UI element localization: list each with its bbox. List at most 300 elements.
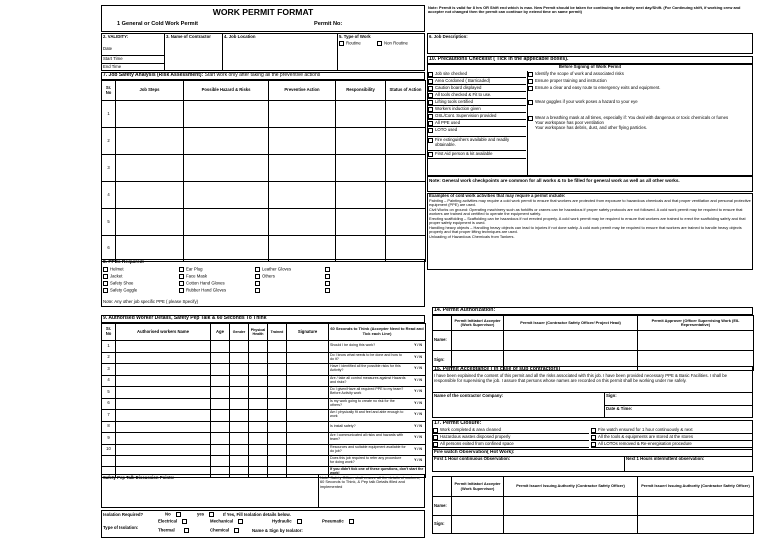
table-row bbox=[102, 433, 426, 445]
precaution-item[interactable] bbox=[428, 71, 526, 78]
yes-no-label: Y / N bbox=[414, 389, 422, 393]
worker-cell[interactable] bbox=[249, 364, 268, 376]
precaution-item[interactable] bbox=[528, 71, 752, 78]
closure-checkbox[interactable] bbox=[433, 435, 438, 440]
examples-text: Painting – Painting activities may require a cold work permit to ensure that workers are protected from exposure to hazardous chemicals and that proper ventilation and personal protective equipment (PPE) are used. Civil Works on ground: Operating machinery such as forklifts or cranes can be hazardous if proper safety protocols are not followed. A cold work permit may be required to ensure that workers are trained and certified to operate the equipment safely. Erecting scaffolding – Scaffolding can be hazardous if not erected properly. A cold work permit may be required to ensure that workers are trained to erect the scaffolding safely and that proper safety equipment is used. Handling heavy objects – Handling heavy objects can lead to injuries if not done safely. A cold work permit may be required to ensure that workers are trained to handle heavy objects properly and that proper lifting techniques are used. Unloading of Hazardous Chemicals from Tankers. bbox=[429, 198, 751, 239]
ppe-checkbox[interactable] bbox=[179, 281, 184, 286]
worker-row-number: 7 bbox=[102, 410, 116, 422]
closure-col-accepter: Permit Initiator/ Accepter (Work Supervisor) bbox=[452, 477, 504, 497]
worker-cell[interactable] bbox=[230, 433, 249, 445]
ppe-checkbox[interactable] bbox=[103, 274, 108, 279]
worker-cell[interactable] bbox=[116, 398, 211, 410]
ppe-checkbox[interactable] bbox=[325, 267, 330, 272]
ppe-item[interactable] bbox=[103, 288, 137, 294]
jsa-row-number: 4 bbox=[102, 182, 116, 209]
worker-cell[interactable] bbox=[230, 410, 249, 422]
worker-cell[interactable] bbox=[249, 456, 268, 467]
non-routine-label: Non Routine bbox=[384, 40, 408, 46]
ppe-checkbox[interactable] bbox=[325, 288, 330, 293]
worker-cell[interactable] bbox=[116, 444, 211, 456]
worker-row-number: 9 bbox=[102, 433, 116, 445]
yes-no-label: Y / N bbox=[414, 343, 422, 347]
isolation-mechanical-checkbox[interactable] bbox=[238, 519, 243, 524]
closure-sign-label: Sign: bbox=[433, 516, 452, 534]
precaution-checkbox[interactable] bbox=[428, 114, 433, 119]
worker-cell[interactable] bbox=[268, 375, 287, 387]
sixty-sec-question[interactable] bbox=[329, 364, 426, 376]
table-row bbox=[102, 352, 426, 364]
precaution-label: LOTO used bbox=[435, 127, 458, 132]
worker-cell[interactable] bbox=[268, 387, 287, 399]
isolation-thermal[interactable] bbox=[158, 528, 191, 534]
precaution-checkbox[interactable] bbox=[428, 152, 433, 157]
worker-cell[interactable] bbox=[116, 387, 211, 399]
ppe-item[interactable] bbox=[325, 288, 332, 294]
isolation-no-checkbox[interactable] bbox=[176, 512, 181, 517]
routine-option[interactable] bbox=[339, 41, 361, 47]
table-row bbox=[102, 421, 426, 433]
question-text: Are / take all control measures against Hazards and risks? bbox=[330, 375, 406, 384]
peptalk-points-label: Safety Pep Talk Discussion Points: bbox=[103, 475, 175, 480]
worker-cell[interactable] bbox=[268, 352, 287, 364]
permit-type: 1 General or Cold Work Permit bbox=[117, 21, 199, 27]
precaution-label: Wear a breathing mask at all times, especially if: You deal with dangerous or toxic chemicals or fumes Your workspace has poor ventilation Your workspace has debris, dust, and other flying particles. bbox=[535, 115, 729, 130]
ppe-checkbox[interactable] bbox=[179, 267, 184, 272]
worker-cell[interactable] bbox=[211, 341, 230, 353]
closure-left-list bbox=[433, 427, 589, 448]
worker-cell[interactable] bbox=[116, 421, 211, 433]
precaution-label: Area Cordoned ( Barricaded) bbox=[435, 78, 491, 83]
auth-col-accepter: Permit Initiator/ Accepter (Work Supervisor) bbox=[452, 316, 504, 331]
worker-cell[interactable] bbox=[268, 421, 287, 433]
worker-cell[interactable] bbox=[116, 352, 211, 364]
isolation-hydraulic-checkbox[interactable] bbox=[297, 519, 302, 524]
precaution-checkbox[interactable] bbox=[528, 72, 533, 77]
first-hour-label: First 1 Hour continuous Observation: bbox=[434, 456, 511, 461]
yes-no-label: Y / N bbox=[414, 435, 422, 439]
worker-cell[interactable] bbox=[249, 410, 268, 422]
authorization-table bbox=[432, 315, 754, 371]
ppe-note: Note: Any other job specific PPE ( please Specify) bbox=[103, 299, 199, 304]
worker-cell[interactable] bbox=[211, 352, 230, 364]
closure-checkbox[interactable] bbox=[591, 442, 596, 447]
ppe-item[interactable] bbox=[325, 281, 332, 287]
isolation-chemical-label: Chemical bbox=[210, 527, 230, 533]
closure-checkbox[interactable] bbox=[433, 428, 438, 433]
isolation-yes-option[interactable] bbox=[197, 512, 216, 518]
worker-cell[interactable] bbox=[230, 421, 249, 433]
workers-title: 9. Authorised Worker Details, Safety Pep Talk & 60 Seconds To Think bbox=[103, 315, 267, 321]
precaution-label: Identify the scope of work and associated risks bbox=[535, 71, 624, 76]
worker-row-number: 3 bbox=[102, 364, 116, 376]
job-description-label: 6. Job Description: bbox=[429, 34, 468, 39]
worker-cell[interactable] bbox=[211, 410, 230, 422]
peptalk-note: Note: Safety Officer shall ensure all the details of workers, 60 Seconds to Think, & Pep talk Details filled and implemented bbox=[320, 475, 420, 489]
table-row bbox=[102, 410, 426, 422]
yes-no-label: Y / N bbox=[414, 366, 422, 370]
authorization-title: 14. Permit Authorization: bbox=[434, 307, 496, 313]
workers-header-trained: Trained bbox=[268, 324, 287, 341]
worker-cell[interactable] bbox=[230, 341, 249, 353]
isolation-no-option[interactable] bbox=[165, 512, 183, 518]
precaution-item[interactable] bbox=[528, 99, 752, 115]
worker-cell[interactable] bbox=[268, 433, 287, 445]
precaution-item[interactable] bbox=[428, 113, 526, 120]
sixty-sec-question[interactable] bbox=[329, 433, 426, 445]
precaution-item[interactable] bbox=[528, 78, 752, 85]
isolation-hydraulic[interactable] bbox=[272, 519, 304, 525]
worker-cell[interactable] bbox=[249, 341, 268, 353]
isolation-electrical[interactable] bbox=[158, 519, 189, 525]
worker-cell[interactable] bbox=[211, 398, 230, 410]
closure-item[interactable] bbox=[433, 441, 589, 448]
precaution-item[interactable] bbox=[428, 92, 526, 99]
worker-cell[interactable] bbox=[287, 433, 329, 445]
ppe-item[interactable] bbox=[103, 281, 133, 287]
precaution-checkbox[interactable] bbox=[428, 107, 433, 112]
ppe-label: Others bbox=[262, 273, 275, 279]
precaution-checkbox[interactable] bbox=[428, 79, 433, 84]
precaution-checkbox[interactable] bbox=[428, 93, 433, 98]
ppe-checkbox[interactable] bbox=[103, 267, 108, 272]
precautions-before-label: Before Signing of Work Permit bbox=[558, 64, 622, 69]
ppe-item[interactable] bbox=[255, 281, 262, 287]
precaution-checkbox[interactable] bbox=[428, 128, 433, 133]
worker-cell[interactable] bbox=[268, 398, 287, 410]
precaution-label: Ensure a clear and easy route to emergency exits and equipment. bbox=[535, 85, 661, 90]
yes-no-label: Y / N bbox=[414, 458, 422, 462]
precaution-label: Lifting tools certified bbox=[435, 99, 473, 104]
jsa-row-number: 3 bbox=[102, 155, 116, 182]
auth-col-approver: Permit Approver (Officer Supervising Work (EIL Representative) bbox=[638, 316, 754, 331]
precaution-label: First Aid person & kit available bbox=[435, 151, 493, 156]
precaution-label: Ensure proper training and instruction bbox=[535, 78, 607, 83]
worker-cell[interactable] bbox=[249, 352, 268, 364]
precaution-label: All tools checked & Fit to use. bbox=[435, 92, 492, 97]
isolation-name-sign: Name & Sign by Isolator: bbox=[252, 528, 303, 533]
closure-label: All LOTOs removed & Re-energisation procedure bbox=[598, 440, 692, 446]
ppe-item[interactable] bbox=[179, 288, 226, 294]
worker-cell[interactable] bbox=[287, 410, 329, 422]
sixty-sec-question[interactable] bbox=[329, 456, 426, 467]
question-text: Does this job required to refer any procedure for doing work? bbox=[330, 456, 402, 464]
worker-cell[interactable] bbox=[268, 456, 287, 467]
isolation-pneumatic-label: Pneumatic bbox=[322, 518, 344, 524]
worker-cell[interactable] bbox=[116, 433, 211, 445]
precaution-checkbox[interactable] bbox=[428, 86, 433, 91]
closure-right-list bbox=[591, 427, 752, 448]
precautions-right-list bbox=[528, 71, 752, 141]
question-text: Resources and suitable equipment available for do job? bbox=[330, 444, 406, 453]
worker-cell[interactable] bbox=[249, 421, 268, 433]
worker-cell[interactable] bbox=[268, 410, 287, 422]
worker-cell[interactable] bbox=[230, 364, 249, 376]
sixty-sec-question[interactable] bbox=[329, 352, 426, 364]
precaution-label: Wear goggles if your work poses a hazard to your eye bbox=[535, 99, 638, 104]
workers-header-sr: Sr. No bbox=[102, 324, 116, 341]
acceptance-title: 15. Permit Acceptance ( In case of sub contractors) bbox=[434, 366, 561, 372]
isolation-pneumatic-checkbox[interactable] bbox=[349, 519, 354, 524]
sixty-sec-question[interactable] bbox=[329, 375, 426, 387]
isolation-chemical[interactable] bbox=[210, 528, 241, 534]
closure-item[interactable] bbox=[433, 427, 589, 434]
closure-label: All the tools & equipments are stored at the stores bbox=[598, 433, 694, 439]
closure-col-authority: Permit Issuer/ Issuing Authority (Contractor Safety Officer) bbox=[638, 477, 754, 497]
closure-label: Hazardous wastes disposed properly bbox=[440, 433, 511, 439]
isolation-yes-checkbox[interactable] bbox=[209, 512, 214, 517]
worker-cell[interactable] bbox=[287, 387, 329, 399]
non-routine-option[interactable] bbox=[377, 41, 408, 47]
worker-cell[interactable] bbox=[287, 352, 329, 364]
worker-cell[interactable] bbox=[249, 375, 268, 387]
worker-cell[interactable] bbox=[211, 375, 230, 387]
precaution-item[interactable] bbox=[428, 137, 526, 151]
precaution-label: All PPE used bbox=[435, 120, 461, 125]
precaution-item[interactable] bbox=[428, 78, 526, 85]
precaution-item[interactable] bbox=[428, 151, 526, 159]
closure-item[interactable] bbox=[591, 427, 752, 434]
isolation-yes-label: yes bbox=[197, 511, 205, 517]
jsa-row-number: 1 bbox=[102, 101, 116, 128]
yes-no-label: Y / N bbox=[414, 446, 422, 451]
jsa-header-sr: Sr. No bbox=[102, 81, 116, 101]
sixty-sec-question[interactable] bbox=[329, 341, 426, 353]
jsa-row-number: 5 bbox=[102, 209, 116, 236]
precaution-label: OSL/Cont. Supervision provided bbox=[435, 113, 497, 118]
closure-label: Work completed & area cleaned bbox=[440, 426, 502, 432]
worker-cell[interactable] bbox=[268, 364, 287, 376]
ppe-item[interactable] bbox=[103, 267, 124, 273]
table-row bbox=[102, 387, 426, 399]
precaution-checkbox[interactable] bbox=[428, 100, 433, 105]
precaution-item[interactable] bbox=[428, 106, 526, 113]
worker-cell[interactable] bbox=[230, 398, 249, 410]
worker-cell[interactable] bbox=[230, 456, 249, 467]
worker-cell[interactable] bbox=[287, 456, 329, 467]
ppe-item[interactable] bbox=[255, 288, 262, 294]
question-text: Do I given/Have all required PPE to my team? Before Activity work bbox=[330, 387, 404, 396]
ppe-item[interactable] bbox=[103, 274, 122, 280]
isolation-thermal-label: Thermal bbox=[158, 527, 175, 533]
worker-cell[interactable] bbox=[249, 387, 268, 399]
closure-item[interactable] bbox=[591, 441, 752, 448]
precaution-checkbox[interactable] bbox=[528, 86, 533, 91]
ppe-label: Safety Goggle bbox=[110, 287, 138, 293]
question-text: Have I identified all the possible risks for this Activity? bbox=[330, 364, 401, 373]
worker-cell[interactable] bbox=[116, 364, 211, 376]
jsa-row-number: 6 bbox=[102, 236, 116, 262]
precaution-checkbox[interactable] bbox=[528, 100, 533, 105]
worker-row-number: 8 bbox=[102, 421, 116, 433]
closure-item[interactable] bbox=[591, 434, 752, 441]
sixty-sec-question[interactable] bbox=[329, 421, 426, 433]
worker-row-number: 2 bbox=[102, 352, 116, 364]
closure-title: 17. Permit Closure: bbox=[434, 420, 482, 426]
worker-cell[interactable] bbox=[116, 410, 211, 422]
ppe-item[interactable] bbox=[179, 267, 202, 273]
worker-cell[interactable] bbox=[249, 398, 268, 410]
routine-label: Routine bbox=[346, 40, 361, 46]
ppe-label: Ear Plug bbox=[186, 266, 203, 272]
precaution-label: Caution board displayed bbox=[435, 85, 482, 90]
precaution-label: Workers induction given bbox=[435, 106, 481, 111]
worker-cell[interactable] bbox=[287, 375, 329, 387]
question-text: Should I be doing this work? bbox=[330, 343, 376, 348]
worker-cell[interactable] bbox=[211, 421, 230, 433]
isolation-electrical-label: Electrical bbox=[158, 518, 178, 524]
ppe-label: Rubber Hand Gloves bbox=[186, 287, 227, 293]
sixty-sec-question[interactable] bbox=[329, 387, 426, 399]
isolation-mechanical[interactable] bbox=[210, 519, 245, 525]
ppe-item[interactable] bbox=[325, 267, 332, 273]
type-of-work-label: 5. Type of Work bbox=[339, 34, 371, 39]
isolation-required-label: Isolation Required? bbox=[103, 512, 144, 517]
ppe-item[interactable] bbox=[179, 281, 225, 287]
table-row bbox=[102, 341, 426, 353]
precaution-checkbox[interactable] bbox=[428, 138, 433, 143]
precaution-item[interactable] bbox=[428, 85, 526, 92]
precaution-checkbox[interactable] bbox=[428, 72, 433, 77]
isolation-thermal-checkbox[interactable] bbox=[184, 528, 189, 533]
closure-item[interactable] bbox=[433, 434, 589, 441]
worker-cell[interactable] bbox=[287, 421, 329, 433]
worker-row-number: 10 bbox=[102, 444, 116, 456]
page-title: WORK PERMIT FORMAT bbox=[212, 7, 314, 17]
question-text: Are I communicated all risks and hazards with team? bbox=[330, 433, 404, 442]
job-description-box bbox=[427, 33, 753, 54]
worker-row-number: 6 bbox=[102, 398, 116, 410]
worker-cell[interactable] bbox=[211, 387, 230, 399]
closure-checkbox[interactable] bbox=[591, 428, 596, 433]
worker-cell[interactable] bbox=[230, 352, 249, 364]
jsa-header-hazard: Possible Hazard & Risks bbox=[184, 81, 269, 101]
non-routine-checkbox[interactable] bbox=[377, 41, 382, 46]
table-row bbox=[102, 375, 426, 387]
ppe-checkbox[interactable] bbox=[325, 274, 330, 279]
closure-checkbox[interactable] bbox=[433, 442, 438, 447]
ppe-checkbox[interactable] bbox=[103, 288, 108, 293]
worker-cell[interactable] bbox=[116, 456, 211, 467]
question-text: Is install safety? bbox=[330, 423, 356, 428]
ppe-item[interactable] bbox=[255, 267, 291, 273]
jsa-header-responsibility: Responsibility bbox=[336, 81, 386, 101]
jsa-cell[interactable] bbox=[116, 101, 184, 128]
jsa-header-status: Status of Action bbox=[386, 81, 426, 101]
isolation-pneumatic[interactable] bbox=[322, 519, 356, 525]
worker-cell[interactable] bbox=[268, 444, 287, 456]
jsa-table bbox=[101, 80, 426, 262]
sixty-sec-question[interactable] bbox=[329, 410, 426, 422]
ppe-item[interactable] bbox=[255, 274, 275, 280]
workers-header-health: Physical Health bbox=[249, 324, 268, 341]
table-row bbox=[102, 398, 426, 410]
isolation-no-label: No bbox=[165, 511, 171, 517]
ppe-item[interactable] bbox=[325, 274, 332, 280]
worker-cell[interactable] bbox=[230, 375, 249, 387]
isolation-chemical-checkbox[interactable] bbox=[234, 528, 239, 533]
worker-cell[interactable] bbox=[287, 444, 329, 456]
precaution-checkbox[interactable] bbox=[528, 116, 533, 121]
worker-cell[interactable] bbox=[287, 364, 329, 376]
worker-cell[interactable] bbox=[211, 364, 230, 376]
top-info-box bbox=[101, 33, 425, 71]
sixty-sec-question[interactable] bbox=[329, 444, 426, 456]
precaution-item[interactable] bbox=[428, 127, 526, 137]
workers-header-60sec: 60 Seconds to Think (Accepter Need to Read and Tick each Line) bbox=[329, 324, 426, 341]
acceptance-date-label: Date & Time: bbox=[606, 406, 633, 411]
worker-cell[interactable] bbox=[116, 375, 211, 387]
precaution-item[interactable] bbox=[428, 99, 526, 106]
question-text: Is my work going to create no risk for the others? bbox=[330, 398, 395, 407]
worker-cell[interactable] bbox=[268, 341, 287, 353]
auth-sign-label: Sign: bbox=[433, 351, 452, 371]
workers-header-signature: Signature bbox=[287, 324, 329, 341]
jsa-header-action: Preventive Action bbox=[269, 81, 336, 101]
ppe-checkbox[interactable] bbox=[103, 281, 108, 286]
acceptance-text: I have been explained the content of this permit and all the risks associated with this job. I have been provided necessary PPE & Basic Facilities. I shall be responsible for supervising the job. I assure that persons whose names are recorded on this permit shall be working under me safely. bbox=[434, 373, 728, 383]
worker-cell[interactable] bbox=[249, 444, 268, 456]
worker-cell[interactable] bbox=[211, 456, 230, 467]
worker-cell[interactable] bbox=[211, 444, 230, 456]
yes-no-label: Y / N bbox=[414, 423, 422, 428]
workers-header-name: Authorised workers Name bbox=[116, 324, 211, 341]
ppe-label: Leather Gloves bbox=[262, 266, 292, 272]
ppe-checkbox[interactable] bbox=[255, 274, 260, 279]
precaution-item[interactable] bbox=[528, 85, 752, 99]
table-row bbox=[102, 364, 426, 376]
jsa-header-steps: Job Steps bbox=[116, 81, 184, 101]
worker-cell[interactable] bbox=[287, 341, 329, 353]
ppe-label: Face Mask bbox=[186, 273, 208, 279]
yes-no-label: Y / N bbox=[414, 377, 422, 382]
sixty-sec-question[interactable] bbox=[329, 398, 426, 410]
ppe-checkbox[interactable] bbox=[325, 281, 330, 286]
worker-cell[interactable] bbox=[287, 398, 329, 410]
acceptance-sign-label: Sign: bbox=[606, 393, 617, 398]
routine-checkbox[interactable] bbox=[339, 41, 344, 46]
validity-label: 2. VALIDITY: bbox=[103, 34, 129, 39]
precaution-checkbox[interactable] bbox=[528, 79, 533, 84]
ppe-checkbox[interactable] bbox=[179, 274, 184, 279]
workers-header-age: Age bbox=[211, 324, 230, 341]
precaution-checkbox[interactable] bbox=[428, 121, 433, 126]
ppe-label: Helmet bbox=[110, 266, 124, 272]
precaution-item[interactable] bbox=[528, 115, 752, 141]
ppe-label: Cotton Hand Gloves bbox=[186, 280, 225, 286]
closure-checkbox[interactable] bbox=[591, 435, 596, 440]
ppe-checkbox[interactable] bbox=[179, 288, 184, 293]
worker-cell[interactable] bbox=[230, 387, 249, 399]
next-hour-label: Next 1 Hours intermittent observation: bbox=[626, 456, 705, 461]
examples-title: Examples of cold work activities that may require a permit include: bbox=[429, 193, 566, 198]
ppe-checkbox[interactable] bbox=[255, 281, 260, 286]
ppe-item[interactable] bbox=[179, 274, 207, 280]
precaution-label: Job site checked bbox=[435, 71, 468, 76]
jsa-title: 7. Job Safety Analysis (Risk Assessment): Start work only after taking all the preventive actions bbox=[103, 72, 321, 78]
ppe-checkbox[interactable] bbox=[255, 267, 260, 272]
isolation-electrical-checkbox[interactable] bbox=[182, 519, 187, 524]
worker-cell[interactable] bbox=[249, 433, 268, 445]
ppe-checkbox[interactable] bbox=[255, 288, 260, 293]
isolation-if-yes: If Yes, Fill Isolation details below. bbox=[223, 512, 291, 517]
worker-cell[interactable] bbox=[116, 341, 211, 353]
worker-cell[interactable] bbox=[211, 433, 230, 445]
isolation-type-label: Type of Isolation: bbox=[103, 525, 139, 530]
worker-cell[interactable] bbox=[230, 444, 249, 456]
workers-header-gender: Gender bbox=[230, 324, 249, 341]
job-location-label: 4. Job Location bbox=[224, 34, 256, 39]
precaution-item[interactable] bbox=[428, 120, 526, 127]
